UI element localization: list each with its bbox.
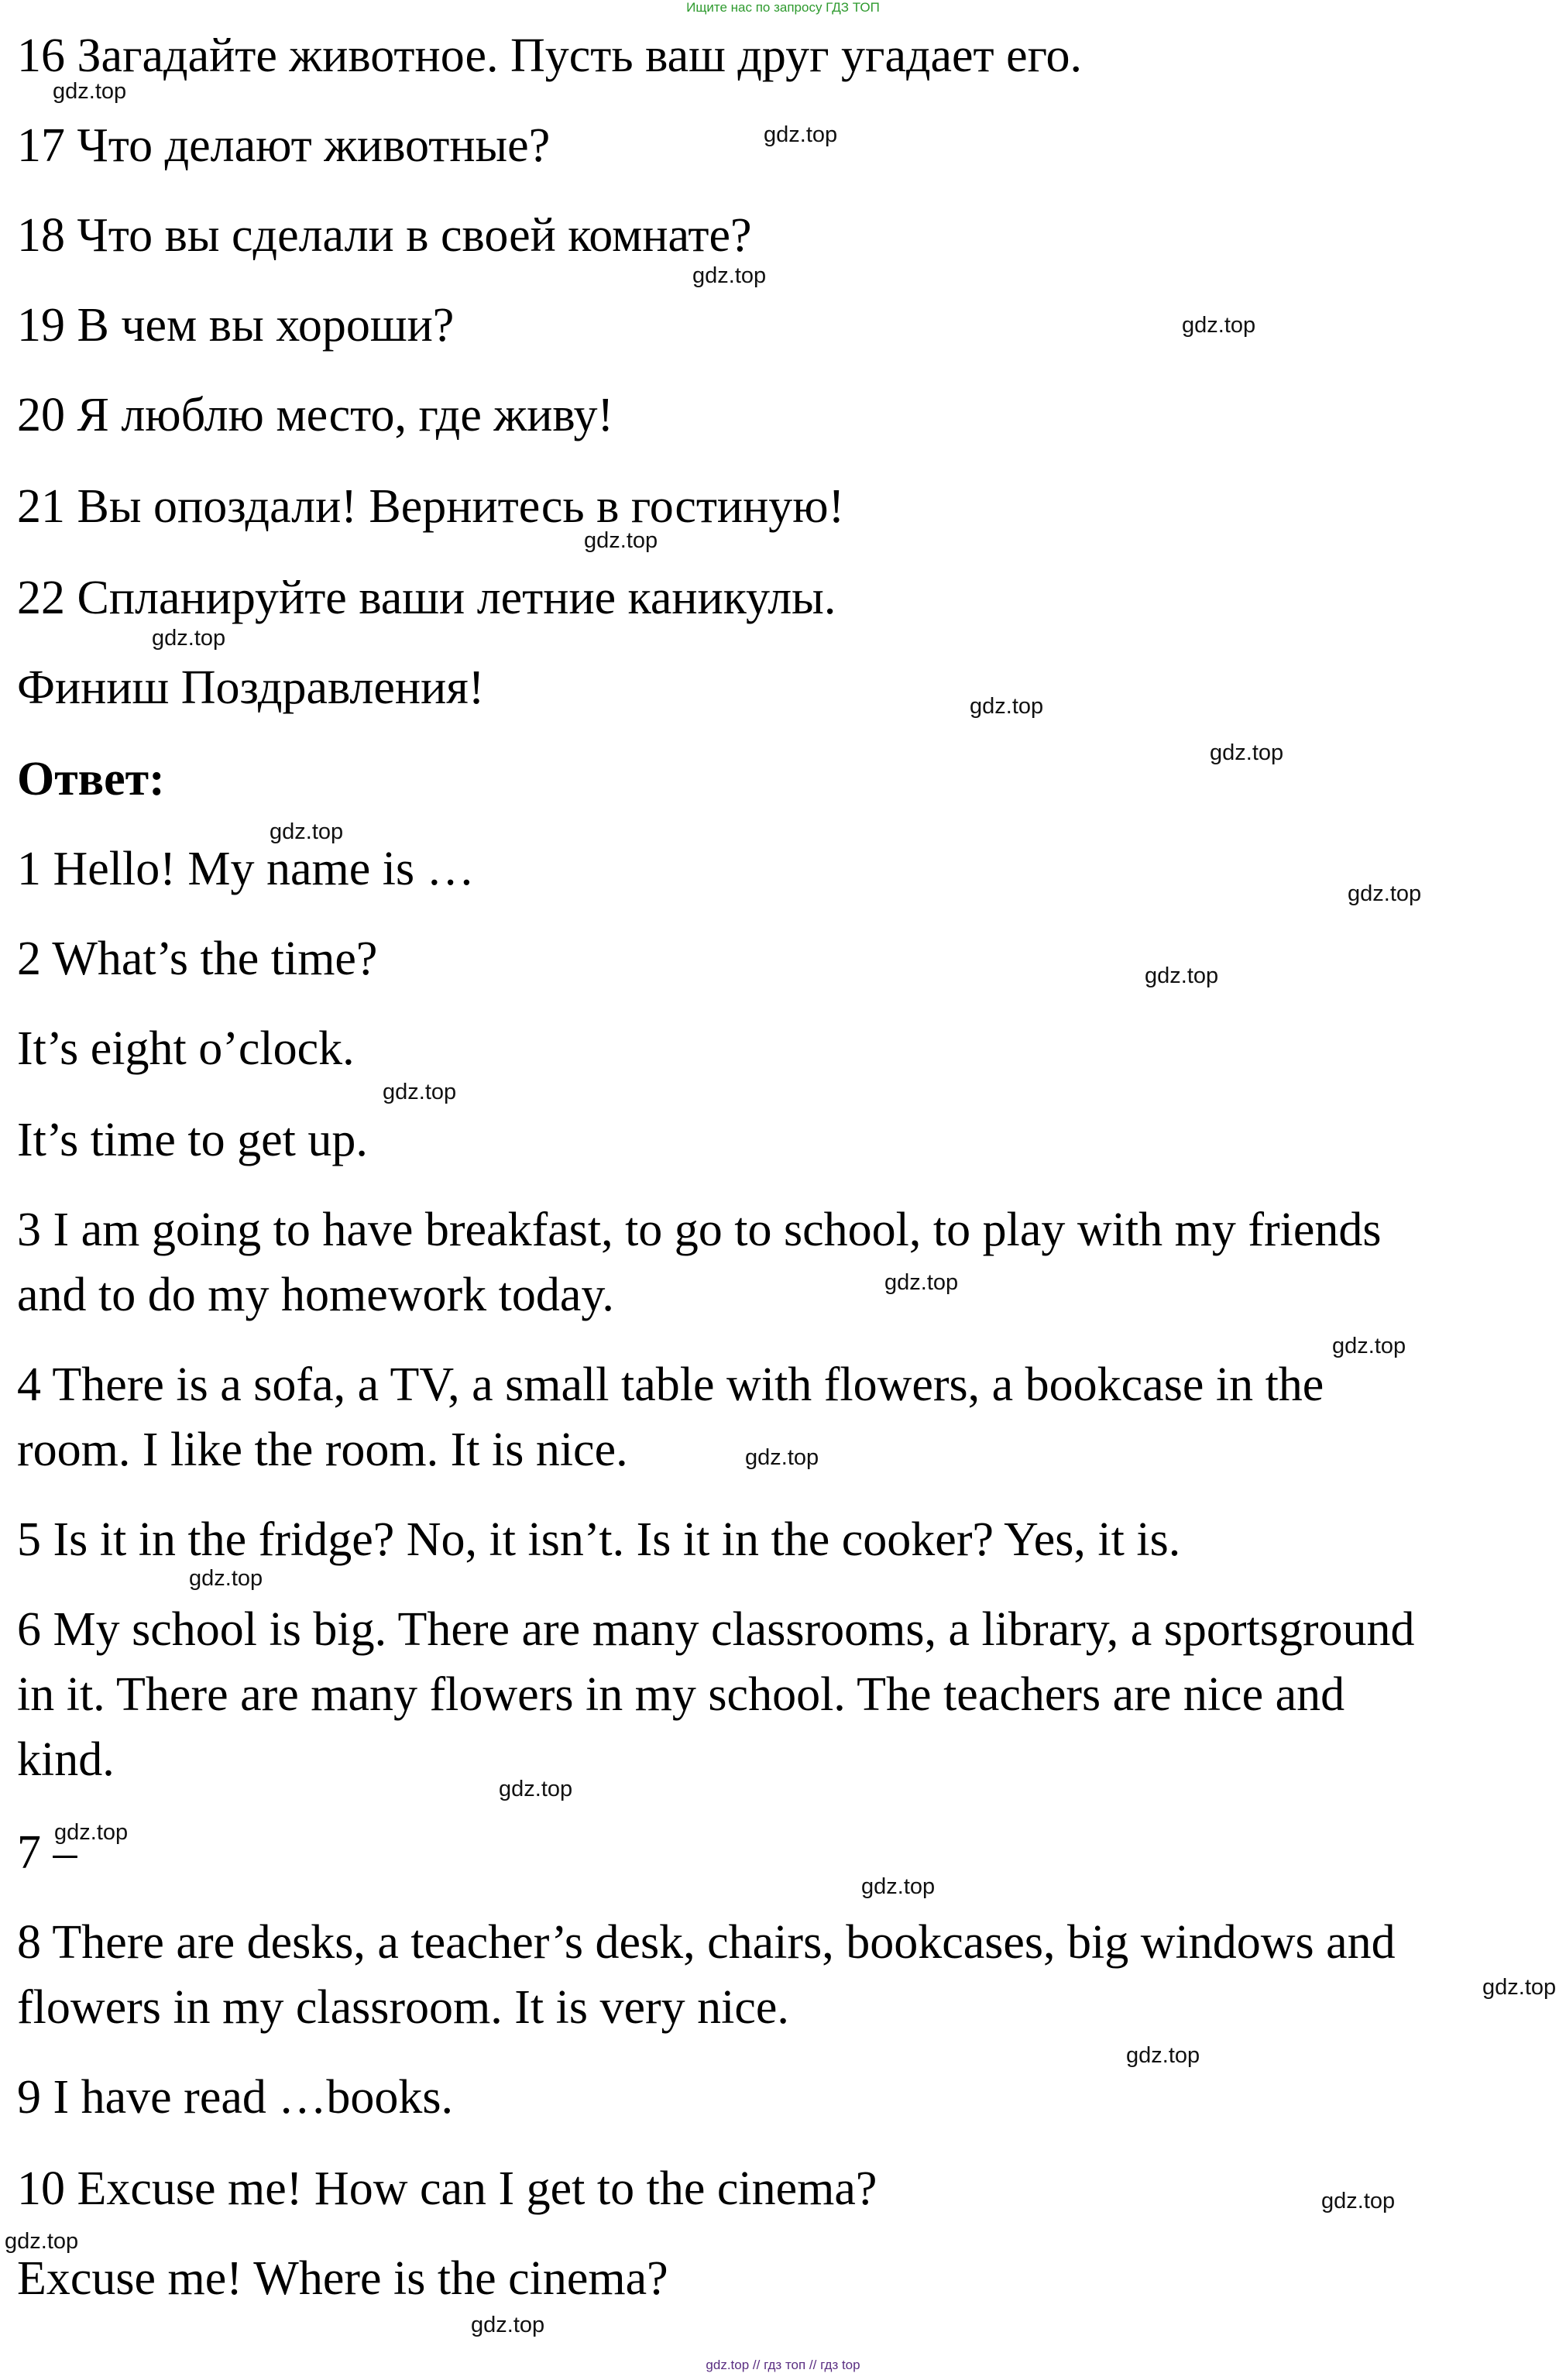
answer-1: 1 Hello! My name is … xyxy=(17,843,475,895)
watermark: gdz.top xyxy=(764,122,838,147)
answer-2-line-3: It’s time to get up. xyxy=(17,1114,368,1166)
watermark: gdz.top xyxy=(189,1566,263,1591)
watermark: gdz.top xyxy=(152,626,226,651)
answer-3-line-2: and to do my homework today. xyxy=(17,1269,614,1321)
bottom-banner: gdz.top // гдз топ // гдз top xyxy=(706,2358,860,2372)
answer-3-line-1: 3 I am going to have breakfast, to go to school, to play with my friends xyxy=(17,1204,1382,1256)
watermark: gdz.top xyxy=(1210,740,1284,765)
watermark: gdz.top xyxy=(692,263,767,288)
answer-7: 7 – xyxy=(17,1826,77,1879)
answer-5: 5 Is it in the fridge? No, it isn’t. Is it in the cooker? Yes, it is. xyxy=(17,1513,1181,1566)
answer-6-line-2: in it. There are many flowers in my school. The teachers are nice and xyxy=(17,1668,1345,1721)
watermark: gdz.top xyxy=(1126,2043,1200,2068)
watermark: gdz.top xyxy=(970,694,1044,719)
question-20: 20 Я люблю место, где живу! xyxy=(17,389,614,441)
answer-4-line-1: 4 There is a sofa, a TV, a small table with flowers, a bookcase in the xyxy=(17,1358,1324,1411)
watermark: gdz.top xyxy=(53,79,127,104)
answer-2-line-2: It’s eight o’clock. xyxy=(17,1022,355,1075)
answer-6-line-3: kind. xyxy=(17,1733,115,1786)
watermark: gdz.top xyxy=(884,1270,959,1295)
watermark: gdz.top xyxy=(5,2229,79,2254)
watermark: gdz.top xyxy=(1348,881,1422,906)
top-banner: Ищите нас по запросу ГДЗ ТОП xyxy=(686,0,880,15)
watermark: gdz.top xyxy=(1145,963,1219,988)
watermark: gdz.top xyxy=(54,1820,129,1845)
answer-10-line-1: 10 Excuse me! How can I get to the cinema? xyxy=(17,2162,877,2215)
watermark: gdz.top xyxy=(584,528,658,553)
answer-4-line-2: room. I like the room. It is nice. xyxy=(17,1424,628,1476)
question-19: 19 В чем вы хороши? xyxy=(17,299,455,352)
watermark: gdz.top xyxy=(1482,1975,1557,2000)
question-17: 17 Что делают животные? xyxy=(17,119,551,172)
watermark: gdz.top xyxy=(1182,313,1256,338)
question-22: 22 Спланируйте ваши летние каникулы. xyxy=(17,572,836,624)
question-21: 21 Вы опоздали! Вернитесь в гостиную! xyxy=(17,480,845,533)
answer-9: 9 I have read …books. xyxy=(17,2071,453,2124)
finish-line: Финиш Поздравления! xyxy=(17,661,485,714)
question-16: 16 Загадайте животное. Пусть ваш друг угадает его. xyxy=(17,29,1083,82)
watermark: gdz.top xyxy=(499,1777,573,1801)
answer-heading: Ответ: xyxy=(17,753,165,805)
question-18: 18 Что вы сделали в своей комнате? xyxy=(17,209,752,262)
watermark: gdz.top xyxy=(1332,1334,1406,1358)
watermark: gdz.top xyxy=(270,819,344,844)
answer-6-line-1: 6 My school is big. There are many classrooms, a library, a sportsground xyxy=(17,1603,1415,1656)
watermark: gdz.top xyxy=(1321,2189,1396,2213)
watermark: gdz.top xyxy=(861,1874,936,1899)
answer-8-line-2: flowers in my classroom. It is very nice. xyxy=(17,1981,789,2034)
answer-2-line-1: 2 What’s the time? xyxy=(17,932,378,985)
answer-8-line-1: 8 There are desks, a teacher’s desk, chairs, bookcases, big windows and xyxy=(17,1916,1396,1969)
answer-10-line-2: Excuse me! Where is the cinema? xyxy=(17,2252,668,2305)
watermark: gdz.top xyxy=(471,2313,545,2337)
watermark: gdz.top xyxy=(745,1445,819,1470)
watermark: gdz.top xyxy=(383,1080,457,1104)
